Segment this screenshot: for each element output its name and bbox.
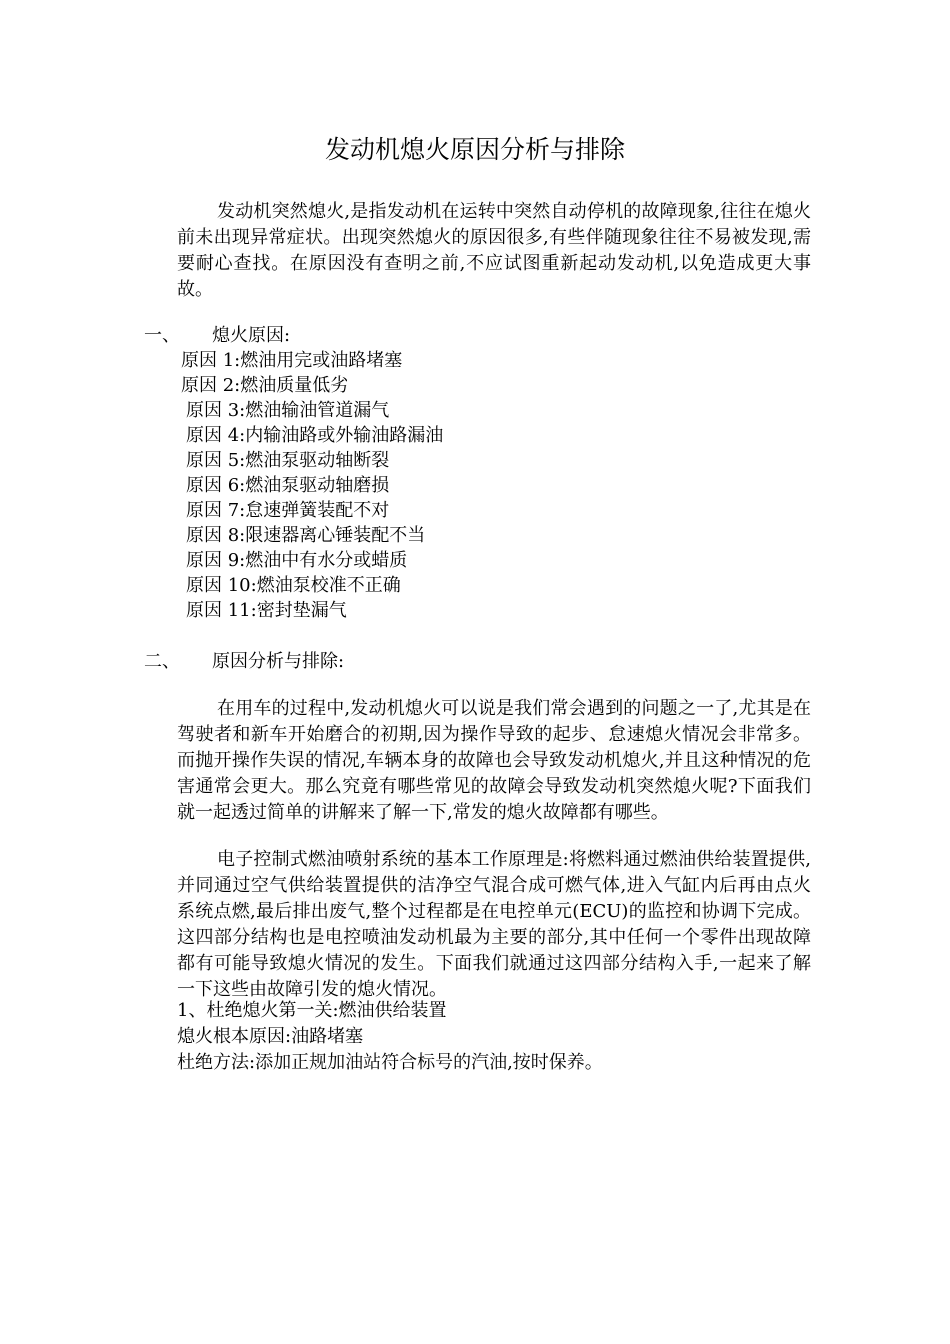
section-two-number: 二、 (144, 651, 180, 672)
section-one-number: 一、 (144, 325, 180, 346)
list-item: 原因 6:燃油泵驱动轴磨损 (186, 475, 390, 496)
subsection-heading: 1、杜绝熄火第一关:燃油供给装置 (177, 1000, 447, 1021)
list-item: 原因 2:燃油质量低劣 (181, 375, 349, 396)
list-item: 原因 10:燃油泵校准不正确 (186, 575, 401, 596)
list-item: 原因 3:燃油输油管道漏气 (186, 400, 390, 421)
list-item: 原因 4:内输油路或外输油路漏油 (186, 425, 444, 446)
reason-list (181, 348, 443, 623)
analysis-paragraph-1: 在用车的过程中,发动机熄火可以说是我们常会遇到的问题之一了,尤其是在驾驶者和新车开始磨合的初期,因为操作导致的起步、怠速熄火情况会非常多。而抛开操作失误的情况,车辆本身的故障也会导致发动机熄火,并且这种情况的危害通常会更大。那么究竟有哪些常见的故障会导致发动机突然熄火呢?下面我们就一起透过简单的讲解来了解一下,常发的熄火故障都有哪些。 (177, 698, 811, 823)
root-cause-line: 熄火根本原因:油路堵塞 (177, 1026, 364, 1047)
section-one-title: 熄火原因: (212, 325, 291, 346)
document-title: 发动机熄火原因分析与排除 (324, 135, 625, 164)
prevention-method-line: 杜绝方法:添加正规加油站符合标号的汽油,按时保养。 (177, 1052, 603, 1073)
section-two-heading (144, 649, 344, 675)
section-two-title: 原因分析与排除: (212, 651, 345, 672)
list-item: 原因 1:燃油用完或油路堵塞 (181, 350, 403, 371)
analysis-paragraph-2: 电子控制式燃油喷射系统的基本工作原理是:将燃料通过燃油供给装置提供,并同通过空气供给装置提供的洁净空气混合成可燃气体,进入气缸内后再由点火系统点燃,最后排出废气,整个过程都是在电控单元(ECU)的监控和协调下完成。这四部分结构也是电控喷油发动机最为主要的部分,其中任何一个零件出现故障都有可能导致熄火情况的发生。下面我们就通过这四部分结构入手,一起来了解一下这些由故障引发的熄火情况。 (177, 849, 811, 1000)
list-item: 原因 7:怠速弹簧装配不对 (186, 500, 390, 521)
list-item: 原因 8:限速器离心锤装配不当 (186, 525, 426, 546)
list-item: 原因 9:燃油中有水分或蜡质 (186, 550, 408, 571)
intro-paragraph: 发动机突然熄火,是指发动机在运转中突然自动停机的故障现象,往往在熄火前未出现异常症状。出现突然熄火的原因很多,有些伴随现象往往不易被发现,需要耐心查找。在原因没有查明之前,不应试图重新起动发动机,以免造成更大事故。 (177, 201, 811, 300)
section-one-heading (144, 323, 290, 349)
list-item: 原因 11:密封垫漏气 (186, 600, 347, 621)
list-item: 原因 5:燃油泵驱动轴断裂 (186, 450, 390, 471)
